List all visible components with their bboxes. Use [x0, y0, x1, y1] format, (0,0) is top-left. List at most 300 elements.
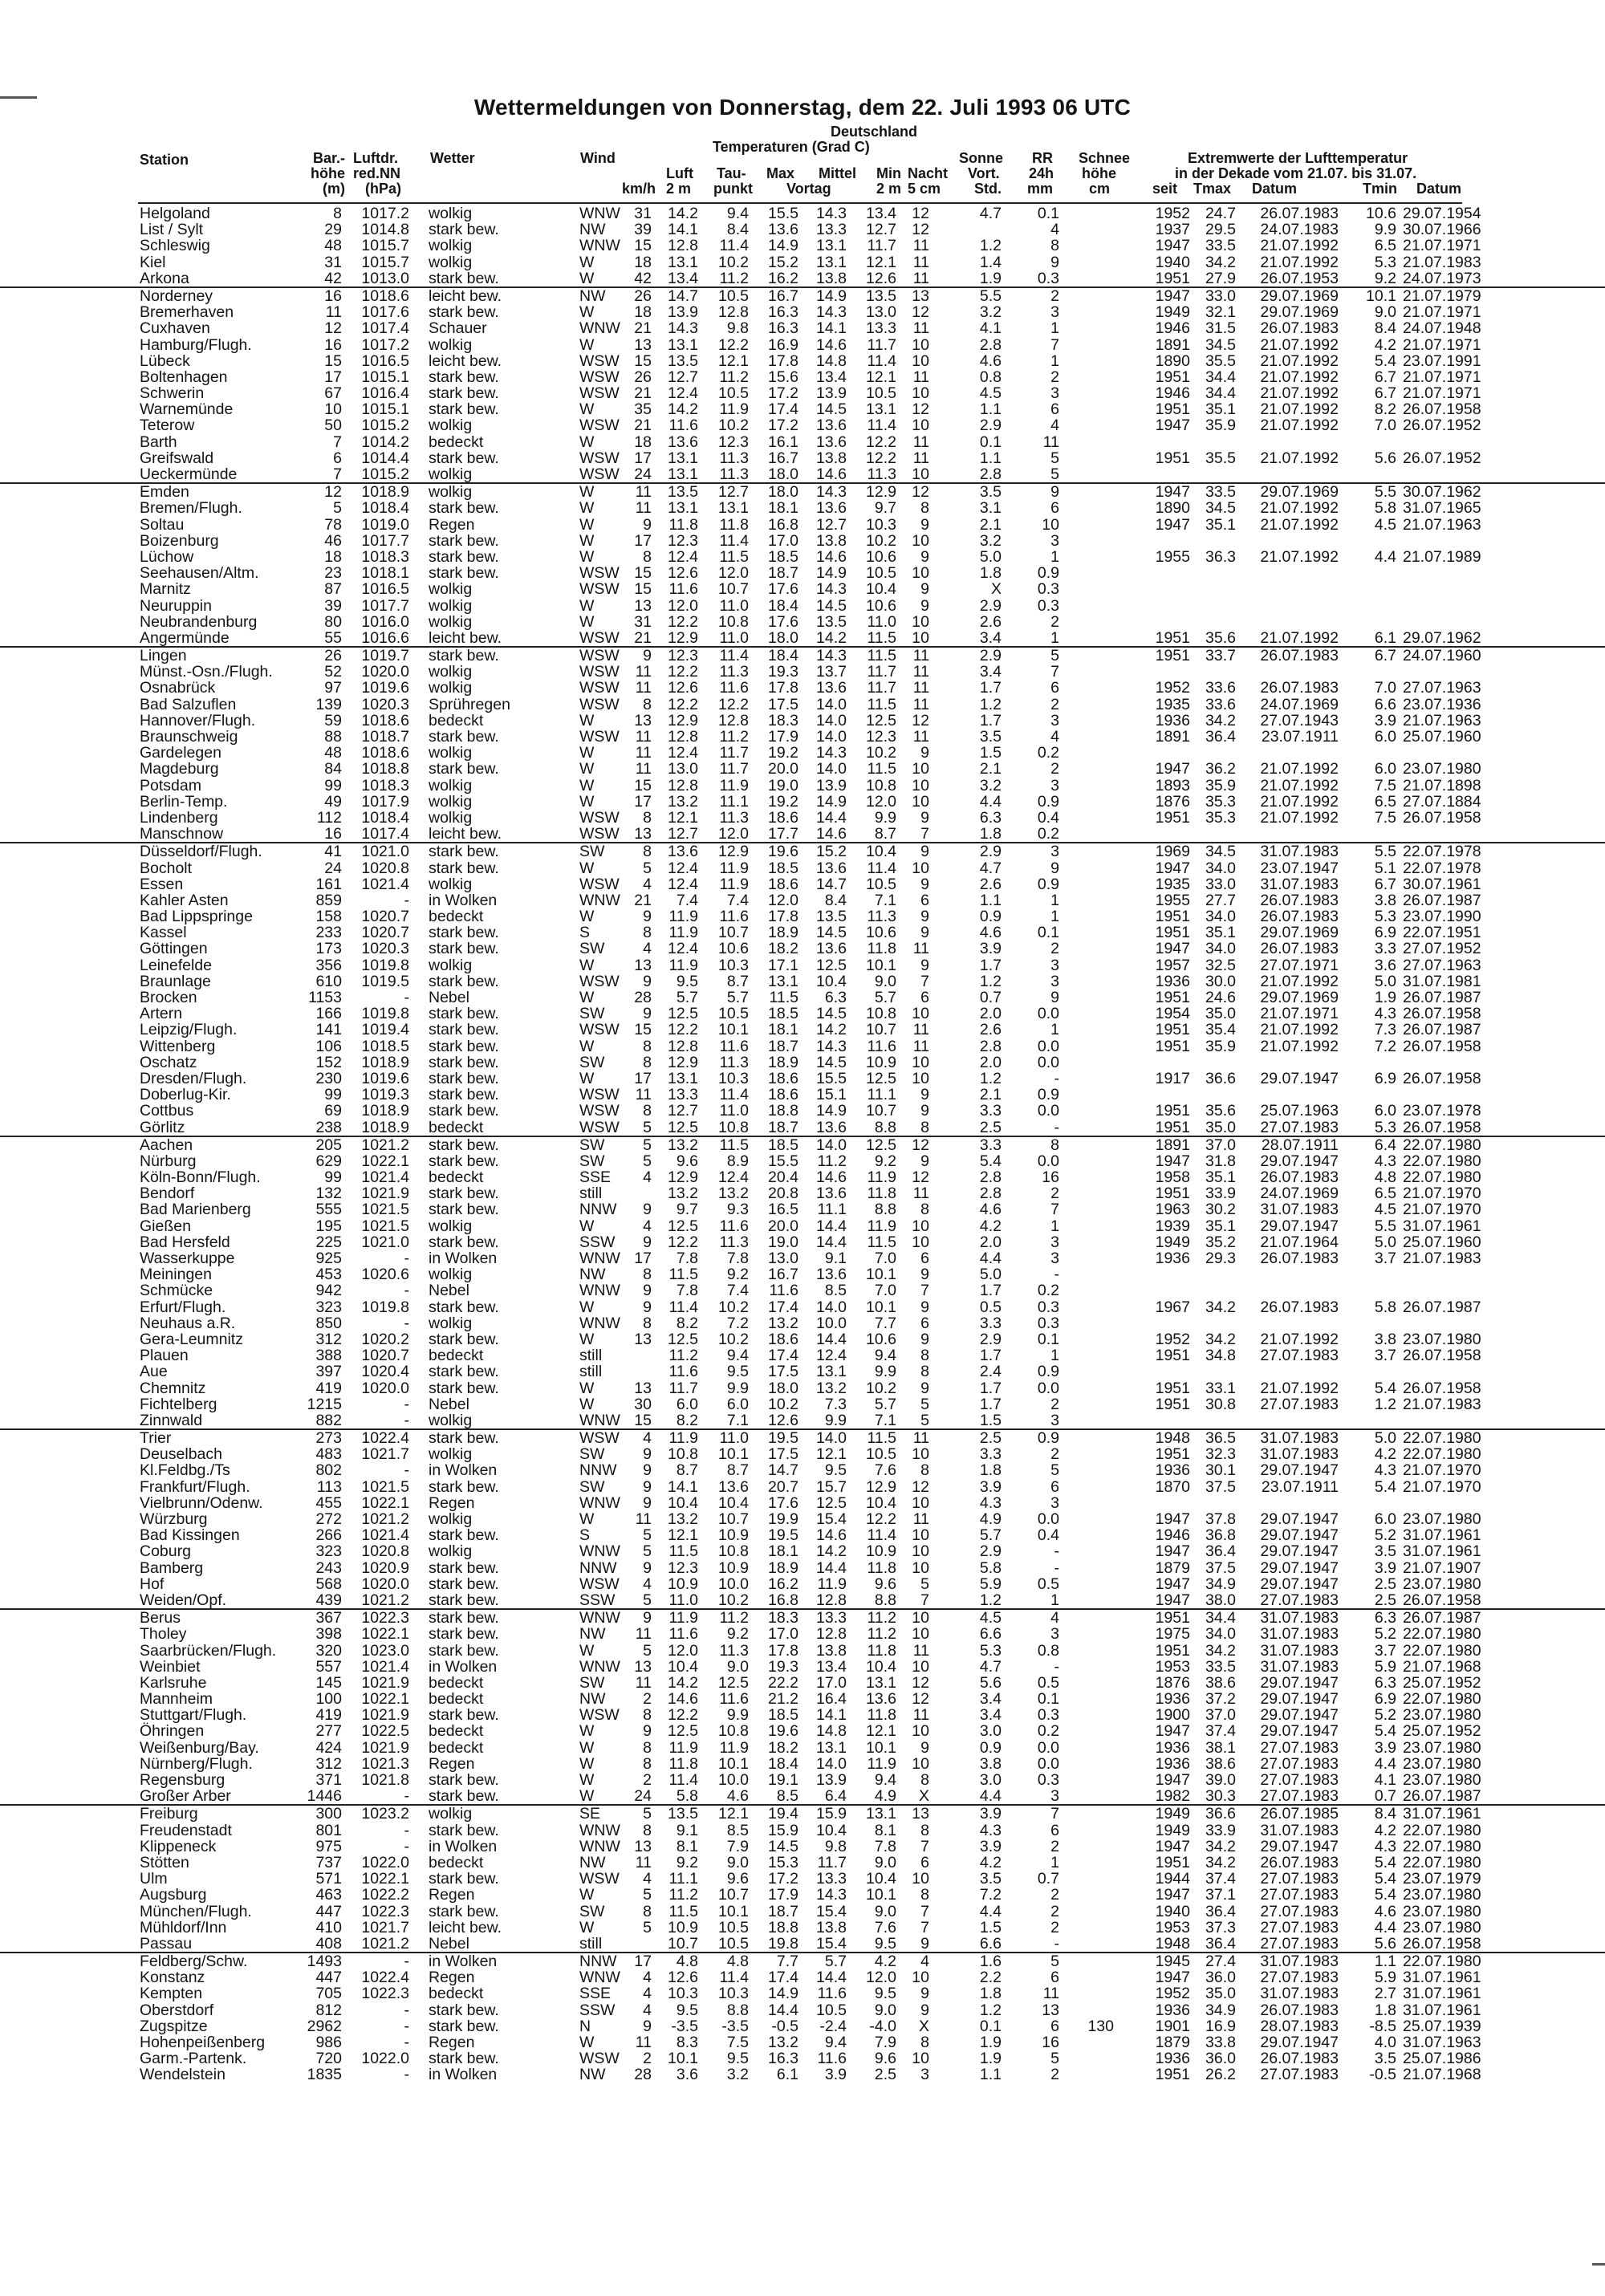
cell-wetter: in Wolken	[429, 1953, 498, 1971]
cell-rr: 6	[1050, 499, 1059, 518]
cell-taupunkt: 10.9	[718, 1558, 749, 1577]
cell-seit: 1958	[1155, 1168, 1190, 1187]
cell-min: 11.5	[867, 1429, 896, 1448]
cell-station: Stuttgart/Flugh.	[140, 1706, 247, 1725]
cell-luft: 13.9	[668, 303, 698, 322]
cell-datum-max: 21.07.1992	[1260, 1021, 1339, 1039]
table-row	[0, 1120, 1605, 1136]
cell-seit: 1951	[1155, 1445, 1190, 1464]
table-row	[0, 1153, 1605, 1169]
cell-sonne: 4.7	[979, 205, 1002, 222]
cell-taupunkt: 10.1	[718, 1445, 749, 1464]
cell-mittel: 13.9	[816, 1771, 847, 1789]
cell-datum-min: 31.07.1963	[1403, 2034, 1481, 2051]
cell-rr: 3	[1050, 1250, 1059, 1267]
cell-sonne: 3.8	[979, 1754, 1002, 1773]
cell-station: Arkona	[140, 269, 189, 287]
cell-min: 10.2	[866, 531, 896, 550]
cell-min: 11.5	[867, 628, 896, 647]
cell-taupunkt: 12.8	[718, 711, 749, 729]
cell-rr: 16	[1042, 2034, 1059, 2051]
cell-tmax: 35.2	[1205, 1233, 1236, 1251]
cell-max: 16.3	[768, 303, 798, 322]
cell-datum-max: 26.07.1983	[1260, 2001, 1339, 2019]
cell-nacht: 12	[912, 303, 929, 322]
cell-rr: 5	[1050, 647, 1059, 665]
cell-bar-hoehe: 80	[324, 612, 342, 631]
cell-rr: 0.3	[1037, 1314, 1059, 1332]
cell-wind-speed: 26	[634, 286, 652, 305]
cell-min: 11.1	[867, 1086, 896, 1104]
cell-datum-max: 26.07.1983	[1260, 647, 1339, 665]
cell-tmax: 35.3	[1205, 808, 1236, 827]
cell-mittel: 15.2	[816, 843, 847, 861]
cell-wetter: wolkig	[429, 663, 473, 681]
cell-datum-min: 26.07.1987	[1403, 1787, 1481, 1806]
cell-wetter: stark bew.	[429, 1771, 499, 1789]
cell-wetter: Regen	[429, 2034, 475, 2051]
cell-wind-dir: W	[579, 711, 595, 729]
cell-station: Konstanz	[140, 1969, 205, 1987]
cell-tmin: 6.0	[1374, 1102, 1396, 1120]
cell-seit: 1947	[1155, 1722, 1190, 1741]
cell-sonne: 3.2	[979, 531, 1002, 550]
cell-luftdruck: 1017.6	[361, 303, 409, 322]
cell-datum-min: 21.07.1963	[1403, 515, 1481, 534]
cell-luft: 11.7	[668, 1379, 698, 1397]
cell-datum-min: 31.07.1965	[1403, 499, 1481, 518]
cell-rr: 0.4	[1037, 1526, 1059, 1545]
cell-tmin: 5.6	[1374, 449, 1396, 467]
cell-wind-speed: 4	[643, 1985, 652, 2003]
cell-luft: 11.4	[668, 1298, 698, 1316]
cell-taupunkt: 7.4	[726, 891, 749, 909]
cell-datum-max: 27.07.1983	[1260, 1347, 1339, 1365]
cell-luft: 12.4	[668, 875, 698, 893]
header-extremwerte: Extremwerte der Lufttemperatur	[1188, 150, 1408, 166]
table-row	[0, 2050, 1605, 2066]
header-schnee-1: Schnee	[1079, 150, 1131, 166]
cell-taupunkt: 12.3	[718, 433, 749, 451]
cell-datum-max: 21.07.1992	[1260, 384, 1339, 403]
cell-luft: 9.5	[676, 972, 698, 990]
cell-min: 10.2	[866, 1379, 896, 1397]
cell-datum-max: 26.07.1953	[1260, 269, 1339, 287]
cell-taupunkt: 9.0	[726, 1657, 749, 1676]
cell-sonne: 1.7	[979, 711, 1002, 729]
cell-taupunkt: 10.1	[718, 1021, 749, 1039]
cell-sonne: 0.9	[979, 1738, 1002, 1757]
cell-wind-speed: 11	[635, 1086, 652, 1104]
table-row	[0, 1055, 1605, 1071]
cell-taupunkt: 11.0	[719, 1102, 749, 1120]
cell-min: 11.8	[867, 1185, 896, 1203]
cell-tmax: 34.2	[1205, 1330, 1236, 1348]
cell-tmin: 9.2	[1374, 269, 1396, 287]
cell-luft: 12.4	[668, 384, 698, 403]
cell-seit: 1900	[1155, 1706, 1190, 1725]
cell-wind-speed: 9	[643, 1722, 652, 1741]
cell-max: 20.0	[768, 1217, 798, 1235]
cell-taupunkt: 10.5	[718, 1934, 749, 1953]
cell-min: 12.6	[866, 269, 896, 287]
cell-wind-dir: W	[579, 400, 595, 419]
cell-taupunkt: 11.3	[719, 465, 749, 483]
cell-nacht: 10	[912, 531, 929, 550]
cell-bar-hoehe: 11	[325, 303, 342, 322]
cell-bar-hoehe: 46	[324, 531, 342, 550]
cell-station: Münst.-Osn./Flugh.	[140, 663, 273, 681]
table-row	[0, 1788, 1605, 1804]
cell-max: 16.3	[768, 2050, 798, 2068]
cell-rr: 0.1	[1037, 205, 1059, 222]
cell-rr: 0.0	[1037, 1754, 1059, 1773]
cell-station: Erfurt/Flugh.	[140, 1298, 226, 1316]
cell-luft: 7.8	[676, 1282, 698, 1300]
cell-min: 10.5	[866, 1445, 896, 1464]
cell-sonne: 4.7	[979, 1657, 1002, 1676]
cell-wind-dir: SW	[579, 1477, 605, 1496]
cell-min: 8.8	[874, 1201, 896, 1219]
cell-bar-hoehe: 397	[315, 1363, 342, 1381]
cell-luftdruck: 1020.6	[361, 1266, 409, 1284]
cell-wind-speed: 13	[634, 1837, 652, 1855]
cell-tmin: 5.4	[1374, 1870, 1396, 1888]
cell-tmin: 1.9	[1374, 989, 1396, 1006]
cell-rr: 6	[1050, 2017, 1059, 2035]
cell-nacht: 6	[920, 989, 929, 1006]
table-row	[0, 385, 1605, 401]
cell-nacht: 8	[920, 1201, 929, 1219]
cell-seit: 1947	[1155, 1969, 1190, 1987]
table-row	[0, 1823, 1605, 1839]
cell-nacht: 7	[920, 1591, 929, 1609]
cell-max: 18.6	[768, 875, 798, 893]
cell-wind-speed: 5	[643, 1918, 652, 1936]
cell-min: 5.7	[874, 1395, 896, 1413]
cell-station: Tholey	[140, 1625, 187, 1644]
cell-luft: 10.9	[668, 1918, 698, 1936]
cell-max: 18.6	[768, 1086, 798, 1104]
cell-wind-dir: W	[579, 792, 595, 811]
cell-datum-max: 29.07.1969	[1260, 989, 1339, 1006]
cell-datum-max: 26.07.1985	[1260, 1805, 1339, 1823]
cell-sonne: 4.4	[979, 792, 1002, 811]
cell-wind-speed: 8	[643, 1266, 652, 1284]
cell-wind-dir: WSW	[579, 1706, 620, 1725]
cell-rr: 16	[1042, 1168, 1059, 1187]
cell-nacht: 11	[912, 319, 929, 338]
header-luftdr-3: (hPa)	[365, 181, 401, 197]
cell-rr: 0.0	[1037, 1152, 1059, 1170]
cell-wind-speed: 9	[643, 1558, 652, 1577]
cell-seit: 1947	[1155, 1152, 1190, 1170]
cell-tmax: 36.6	[1205, 1805, 1236, 1823]
cell-seit: 1951	[1155, 1641, 1190, 1660]
cell-sonne: 1.1	[979, 400, 1002, 419]
cell-max: 19.6	[768, 843, 798, 861]
cell-bar-hoehe: 16	[324, 825, 342, 843]
cell-tmin: 3.7	[1374, 1347, 1396, 1365]
cell-taupunkt: 11.6	[719, 908, 749, 926]
cell-wetter: in Wolken	[429, 1837, 498, 1855]
cell-rr: 9	[1050, 253, 1059, 271]
cell-datum-min: 23.07.1980	[1403, 1902, 1481, 1920]
cell-max: 17.2	[768, 417, 798, 435]
cell-luftdruck: 1016.6	[361, 628, 409, 647]
cell-luft: 9.1	[676, 1821, 698, 1839]
cell-wind-dir: W	[579, 1330, 595, 1348]
cell-wind-dir: WSW	[579, 368, 620, 386]
cell-seit: 1947	[1155, 1591, 1190, 1609]
cell-wetter: wolkig	[429, 1510, 473, 1528]
cell-sonne: 1.5	[979, 744, 1002, 762]
cell-tmin: 4.2	[1374, 1821, 1396, 1839]
cell-wind-dir: W	[579, 1754, 595, 1773]
cell-tmin: 5.2	[1374, 1625, 1396, 1644]
cell-rr: 1	[1050, 1021, 1059, 1039]
cell-seit: 1955	[1155, 547, 1190, 566]
cell-mittel: 13.6	[816, 679, 847, 697]
cell-bar-hoehe: 356	[315, 956, 342, 974]
cell-taupunkt: 10.4	[718, 1493, 749, 1512]
cell-wind-speed: 9	[643, 908, 652, 926]
cell-tmax: 36.8	[1205, 1526, 1236, 1545]
cell-mittel: 13.4	[816, 1657, 847, 1676]
cell-bar-hoehe: 139	[315, 695, 342, 713]
table-row	[0, 401, 1605, 417]
cell-station: Magdeburg	[140, 760, 219, 778]
cell-luft: 13.2	[668, 1136, 698, 1154]
cell-mittel: 14.2	[816, 628, 847, 647]
cell-wind-dir: W	[579, 989, 595, 1006]
cell-mittel: 10.4	[816, 972, 847, 990]
cell-luftdruck: 1019.6	[361, 1069, 409, 1087]
cell-wind-dir: W	[579, 1298, 595, 1316]
cell-wind-speed: 15	[634, 564, 652, 583]
cell-max: 18.0	[768, 483, 798, 502]
cell-tmax: 35.9	[1205, 1037, 1236, 1055]
cell-max: 18.1	[768, 499, 798, 518]
cell-rr: 2	[1050, 1185, 1059, 1203]
cell-station: Wittenberg	[140, 1037, 216, 1055]
cell-luftdruck: 1018.1	[361, 564, 409, 583]
cell-min: 4.9	[874, 1787, 896, 1806]
cell-luft: 14.1	[668, 1477, 698, 1496]
cell-mittel: 14.6	[816, 1526, 847, 1545]
cell-tmin: -0.5	[1369, 2066, 1396, 2084]
cell-sonne: 1.1	[979, 2066, 1002, 2084]
cell-wind-speed: 4	[643, 1575, 652, 1593]
cell-sonne: 1.2	[979, 1591, 1002, 1609]
cell-rr: 0.3	[1037, 269, 1059, 287]
cell-rr: 6	[1050, 679, 1059, 697]
cell-taupunkt: 12.2	[718, 695, 749, 713]
cell-datum-max: 26.07.1983	[1260, 205, 1339, 222]
cell-min: 11.7	[867, 335, 896, 354]
cell-max: 17.2	[768, 1870, 798, 1888]
cell-sonne: 5.8	[979, 1558, 1002, 1577]
cell-min: 2.5	[874, 2066, 896, 2084]
cell-taupunkt: 10.2	[718, 1591, 749, 1609]
cell-max: 17.5	[768, 695, 798, 713]
cell-station: Weinbiet	[140, 1657, 201, 1676]
cell-min: 10.8	[866, 776, 896, 794]
cell-sonne: 0.1	[979, 2017, 1002, 2035]
cell-mittel: 11.6	[817, 2050, 847, 2068]
cell-wetter: wolkig	[429, 1542, 473, 1561]
cell-sonne: 2.8	[979, 335, 1002, 354]
cell-bar-hoehe: 233	[315, 924, 342, 942]
cell-seit: 1936	[1155, 2050, 1190, 2068]
cell-wetter: stark bew.	[429, 1086, 499, 1104]
cell-nacht: 10	[912, 1005, 929, 1023]
cell-luft: 12.7	[668, 825, 698, 843]
cell-wind-dir: W	[579, 776, 595, 794]
cell-taupunkt: 11.4	[719, 1086, 749, 1104]
cell-min: 10.4	[866, 1657, 896, 1676]
cell-station: Braunschweig	[140, 728, 238, 746]
cell-datum-max: 26.07.1983	[1260, 1250, 1339, 1267]
cell-datum-max: 27.07.1983	[1260, 1918, 1339, 1936]
cell-seit: 1951	[1155, 1347, 1190, 1365]
cell-tmax: 36.2	[1205, 760, 1236, 778]
cell-datum-min: 25.07.1952	[1403, 1722, 1481, 1741]
cell-sonne: 3.2	[979, 303, 1002, 322]
cell-datum-min: 26.07.1987	[1403, 1609, 1481, 1628]
cell-wind-speed: 18	[634, 433, 652, 451]
cell-wind-dir: WSW	[579, 352, 620, 370]
cell-wind-dir: WSW	[579, 1429, 620, 1448]
cell-seit: 1967	[1155, 1298, 1190, 1316]
cell-nacht: 3	[920, 2066, 929, 2084]
cell-rr: 5	[1050, 465, 1059, 483]
cell-min: 12.5	[866, 1136, 896, 1154]
cell-luft: 8.2	[676, 1411, 698, 1429]
cell-taupunkt: 12.8	[718, 303, 749, 322]
cell-min: 10.8	[866, 1005, 896, 1023]
cell-bar-hoehe: 78	[324, 515, 342, 534]
cell-luftdruck: 1018.9	[361, 1053, 409, 1071]
cell-luft: 11.5	[668, 1542, 698, 1561]
table-row	[0, 1347, 1605, 1363]
cell-mittel: 13.9	[816, 384, 847, 403]
table-row	[0, 1234, 1605, 1250]
cell-min: 10.6	[866, 924, 896, 942]
cell-nacht: 10	[912, 1526, 929, 1545]
cell-bar-hoehe: 801	[315, 1821, 342, 1839]
cell-wind-speed: 21	[634, 891, 652, 909]
cell-min: 12.5	[866, 711, 896, 729]
cell-luft: 11.6	[668, 580, 698, 599]
cell-min: 13.1	[866, 1673, 896, 1692]
cell-taupunkt: 11.2	[719, 1609, 749, 1628]
cell-min: 12.0	[866, 1969, 896, 1987]
cell-tmax: 34.9	[1205, 2001, 1236, 2019]
cell-datum-min: 22.07.1978	[1403, 859, 1481, 877]
cell-wind-dir: W	[579, 1771, 595, 1789]
table-row	[0, 794, 1605, 810]
cell-datum-max: 27.07.1983	[1260, 1591, 1339, 1609]
cell-tmax: 34.2	[1205, 1853, 1236, 1871]
table-row	[0, 320, 1605, 336]
cell-sonne: 4.1	[979, 319, 1002, 338]
cell-sonne: 2.0	[979, 1005, 1002, 1023]
cell-min: 10.1	[866, 1886, 896, 1904]
cell-taupunkt: 11.6	[719, 679, 749, 697]
cell-wind-speed: 35	[634, 400, 652, 419]
cell-rr: 2	[1050, 760, 1059, 778]
cell-wind-dir: WSW	[579, 564, 620, 583]
cell-max: 18.3	[768, 1609, 798, 1628]
table-row	[0, 1936, 1605, 1952]
cell-tmin: 5.6	[1374, 1934, 1396, 1953]
cell-station: Ueckermünde	[140, 465, 238, 483]
cell-wind-dir: NNW	[579, 1461, 617, 1480]
cell-wetter: stark bew.	[429, 1379, 499, 1397]
cell-tmin: 2.5	[1374, 1575, 1396, 1593]
table-row	[0, 1740, 1605, 1756]
cell-wind-speed: 15	[634, 352, 652, 370]
cell-taupunkt: 12.0	[718, 825, 749, 843]
cell-wind-dir: WSW	[579, 1021, 620, 1039]
cell-min: 11.8	[867, 1641, 896, 1660]
cell-rr: -	[1054, 1558, 1059, 1577]
cell-datum-max: 29.07.1947	[1260, 1558, 1339, 1577]
cell-taupunkt: 11.4	[719, 647, 749, 665]
cell-tmin: 7.5	[1374, 808, 1396, 827]
cell-nacht: 11	[912, 1706, 929, 1725]
cell-luft: 10.4	[668, 1493, 698, 1512]
cell-min: 9.0	[874, 1902, 896, 1920]
cell-nacht: 8	[920, 1771, 929, 1789]
cell-seit: 1936	[1155, 1461, 1190, 1480]
cell-wind-dir: W	[579, 303, 595, 322]
cell-seit: 1947	[1155, 1510, 1190, 1528]
cell-max: 15.5	[768, 1152, 798, 1170]
cell-mittel: 14.6	[816, 465, 847, 483]
cell-mittel: 14.8	[816, 352, 847, 370]
cell-tmax: 33.5	[1205, 1657, 1236, 1676]
cell-max: -0.5	[771, 2017, 798, 2035]
table-row	[0, 1969, 1605, 1985]
cell-datum-max: 27.07.1983	[1260, 1118, 1339, 1136]
cell-luft: 8.1	[676, 1837, 698, 1855]
cell-luft: 12.5	[668, 1118, 698, 1136]
cell-wetter: bedeckt	[429, 1673, 484, 1692]
cell-max: 18.3	[768, 711, 798, 729]
cell-min: 11.4	[867, 352, 896, 370]
cell-sonne: 3.5	[979, 483, 1002, 502]
cell-seit: 1947	[1155, 760, 1190, 778]
cell-station: Oberstdorf	[140, 2001, 214, 2019]
cell-taupunkt: 9.4	[726, 1347, 749, 1365]
cell-bar-hoehe: 52	[324, 663, 342, 681]
cell-tmax: 36.5	[1205, 1429, 1236, 1448]
cell-luft: 8.3	[676, 2034, 698, 2051]
cell-rr: 5	[1050, 1953, 1059, 1971]
cell-seit: 1951	[1155, 1118, 1190, 1136]
cell-wind-dir: W	[579, 2034, 595, 2051]
cell-rr: 7	[1050, 1201, 1059, 1219]
cell-mittel: 14.2	[816, 1021, 847, 1039]
cell-luftdruck: 1021.7	[361, 1445, 409, 1464]
cell-bar-hoehe: 1835	[307, 2066, 342, 2084]
cell-rr: 6	[1050, 1477, 1059, 1496]
cell-rr: 1	[1050, 908, 1059, 926]
cell-max: 16.3	[768, 319, 798, 338]
cell-rr: 3	[1050, 1493, 1059, 1512]
